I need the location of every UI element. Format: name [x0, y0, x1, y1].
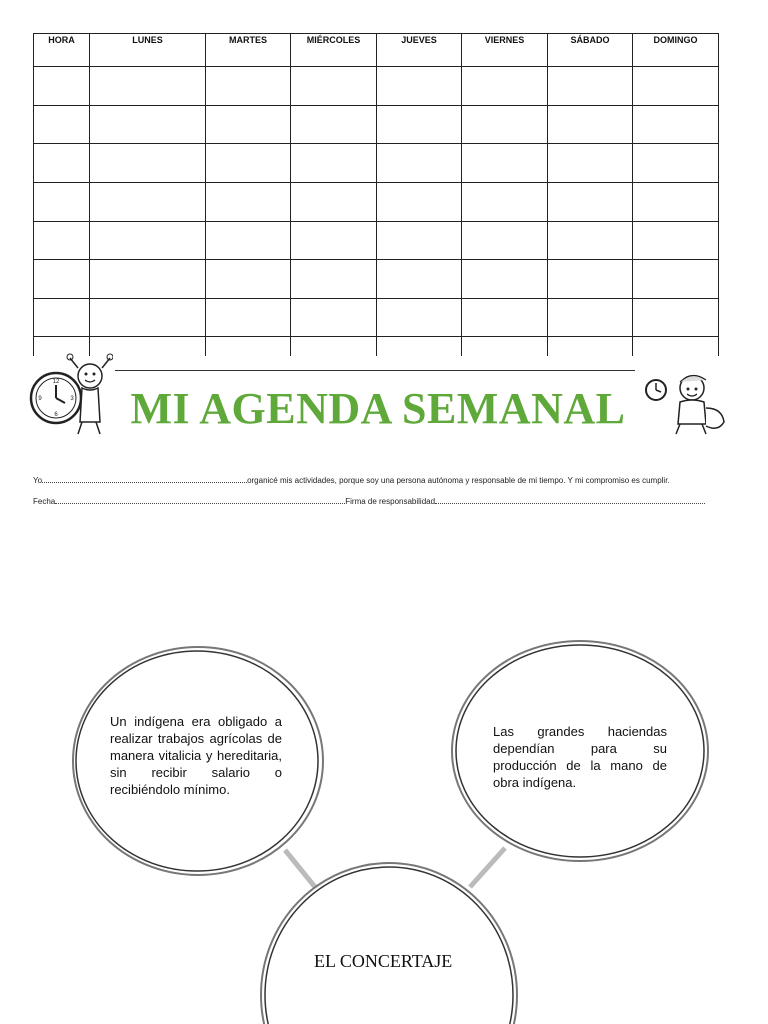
schedule-cell[interactable] [548, 144, 633, 183]
schedule-cell[interactable] [206, 260, 291, 299]
center-bubble-text: EL CONCERTAJE [314, 951, 453, 971]
svg-text:12: 12 [52, 379, 60, 385]
schedule-cell[interactable] [633, 260, 719, 299]
schedule-cell[interactable] [90, 260, 206, 299]
schedule-cell[interactable] [291, 144, 377, 183]
schedule-cell[interactable] [462, 298, 548, 337]
schedule-cell[interactable] [291, 182, 377, 221]
table-header-row [34, 34, 719, 67]
schedule-cell[interactable] [291, 105, 377, 144]
schedule-cell[interactable] [291, 221, 377, 260]
svg-text:6: 6 [54, 412, 58, 418]
schedule-cell[interactable] [462, 144, 548, 183]
schedule-cell[interactable] [633, 221, 719, 260]
header-miercoles: MIÉRCOLES [291, 34, 377, 67]
header-lunes: LUNES [90, 34, 206, 67]
schedule-cell[interactable] [34, 144, 90, 183]
schedule-cell[interactable] [90, 105, 206, 144]
girl-with-clock-icon [28, 352, 113, 438]
schedule-cell[interactable] [291, 298, 377, 337]
commitment-text: organicé mis actividades, porque soy una persona autónoma y responsable de mi tiempo. Y mi compromiso es cumplir. [247, 476, 670, 485]
schedule-cell[interactable] [34, 105, 90, 144]
date-label: Fecha [33, 497, 56, 506]
schedule-cell[interactable] [548, 182, 633, 221]
header-martes: MARTES [206, 34, 291, 67]
schedule-cell[interactable] [633, 67, 719, 106]
table-row [34, 105, 719, 144]
schedule-cell[interactable] [548, 298, 633, 337]
weekly-schedule-table [33, 33, 719, 370]
schedule-cell[interactable] [377, 67, 462, 106]
schedule-cell[interactable] [34, 182, 90, 221]
schedule-cell[interactable] [377, 105, 462, 144]
schedule-cell[interactable] [34, 221, 90, 260]
schedule-cell[interactable] [548, 260, 633, 299]
schedule-cell[interactable] [377, 144, 462, 183]
header-viernes: VIERNES [462, 34, 548, 67]
table-row [34, 298, 719, 337]
commitment-line [33, 475, 670, 485]
schedule-cell[interactable] [206, 105, 291, 144]
schedule-cell[interactable] [462, 67, 548, 106]
left-bubble-text: Un indígena era obligado a realizar trabajos agrícolas de manera vitalicia y hereditaria, sin recibir salario o recibiéndolo mínimo. [110, 714, 282, 797]
schedule-cell[interactable] [291, 260, 377, 299]
schedule-cell[interactable] [34, 260, 90, 299]
schedule-cell[interactable] [206, 221, 291, 260]
table-row [34, 221, 719, 260]
bubble-center [261, 863, 517, 1024]
schedule-cell[interactable] [291, 67, 377, 106]
schedule-cell[interactable] [206, 144, 291, 183]
schedule-cell[interactable] [462, 182, 548, 221]
schedule-cell[interactable] [633, 105, 719, 144]
schedule-cell[interactable] [548, 67, 633, 106]
right-bubble-text: Las grandes haciendas dependían para su producción de la mano de obra indígena. [493, 724, 667, 790]
schedule-cell[interactable] [462, 260, 548, 299]
schedule-cell[interactable] [548, 221, 633, 260]
schedule-cell[interactable] [206, 67, 291, 106]
schedule-cell[interactable] [90, 67, 206, 106]
schedule-cell[interactable] [90, 144, 206, 183]
schedule-cell[interactable] [90, 298, 206, 337]
table-row [34, 144, 719, 183]
schedule-cell[interactable] [377, 182, 462, 221]
date-signature-line [33, 496, 705, 506]
table-row [34, 260, 719, 299]
schedule-cell[interactable] [206, 298, 291, 337]
concept-map [60, 635, 720, 1024]
schedule-cell[interactable] [633, 144, 719, 183]
schedule-cell[interactable] [34, 298, 90, 337]
schedule-cell[interactable] [377, 298, 462, 337]
schedule-cell[interactable] [90, 221, 206, 260]
page-title: MI AGENDA SEMANAL [130, 384, 626, 433]
schedule-cell[interactable] [462, 105, 548, 144]
schedule-cell[interactable] [633, 182, 719, 221]
schedule-cell[interactable] [206, 182, 291, 221]
yo-label: Yo [33, 476, 43, 485]
signature-label: Firma de responsabilidad [345, 497, 436, 506]
schedule-cell[interactable] [462, 221, 548, 260]
connector-left [285, 850, 315, 887]
schedule-cell[interactable] [548, 105, 633, 144]
table-row [34, 182, 719, 221]
table-row [34, 67, 719, 106]
name-blank[interactable] [42, 475, 247, 483]
connector-right [470, 848, 505, 887]
schedule-cell[interactable] [34, 67, 90, 106]
header-hora: HORA [34, 34, 90, 67]
header-sabado: SÁBADO [548, 34, 633, 67]
schedule-cell[interactable] [90, 182, 206, 221]
schedule-cell[interactable] [633, 298, 719, 337]
signature-blank[interactable] [435, 496, 705, 504]
header-jueves: JUEVES [377, 34, 462, 67]
title-rule [115, 370, 635, 371]
schedule-cell[interactable] [377, 260, 462, 299]
header-domingo: DOMINGO [633, 34, 719, 67]
boy-with-clock-icon [640, 368, 732, 438]
svg-text:3: 3 [70, 396, 74, 402]
schedule-cell[interactable] [377, 221, 462, 260]
date-blank[interactable] [55, 496, 345, 504]
svg-text:9: 9 [38, 396, 42, 402]
